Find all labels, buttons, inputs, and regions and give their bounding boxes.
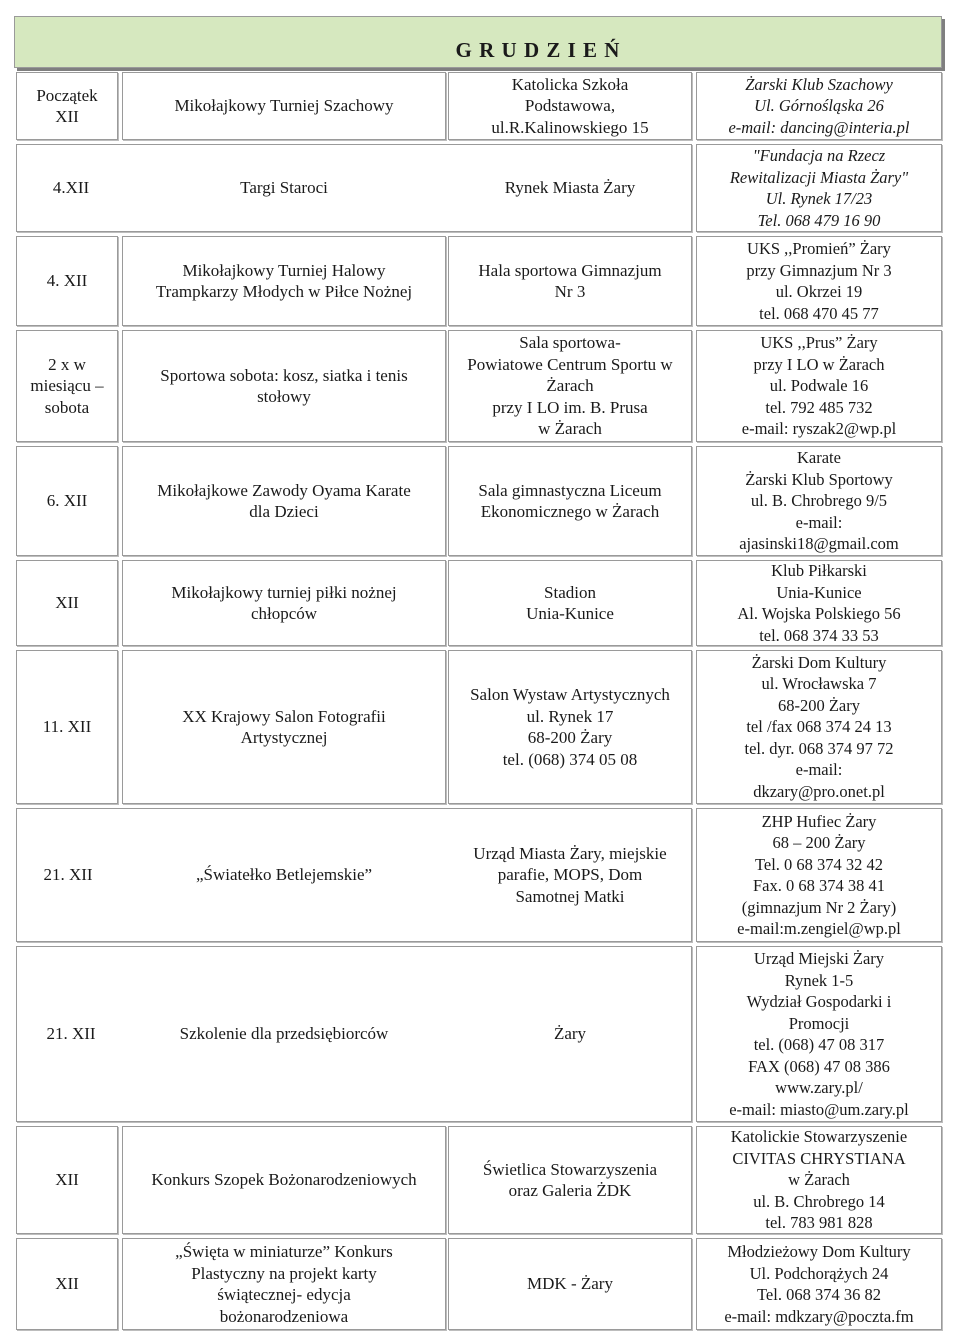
- event-organizer: UKS ,,Prus” Żary przy I LO w Żarach ul. Podwale 16 tel. 792 485 732 e-mail: ryszak2@wp.pl: [696, 330, 942, 442]
- event-organizer: Młodzieżowy Dom Kultury Ul. Podchorążych 24 Tel. 068 374 36 82 e-mail: mdkzary@poczta.fm: [696, 1238, 942, 1330]
- event-date: 21. XII: [43, 865, 93, 885]
- event-organizer: ZHP Hufiec Żary 68 – 200 Żary Tel. 0 68 374 32 42 Fax. 0 68 374 38 41 (gimnazjum Nr 2 Żary) e-mail:m.zengiel@wp.pl: [696, 808, 942, 942]
- event-name: Mikołajkowy Turniej Halowy Trampkarzy Młodych w Piłce Nożnej: [122, 236, 446, 326]
- event-name: Konkurs Szopek Bożonarodzeniowych: [122, 1126, 446, 1234]
- event-name: XX Krajowy Salon Fotografii Artystycznej: [122, 650, 446, 804]
- event-organizer: Żarski Klub Szachowy Ul. Górnośląska 26 e-mail: dancing@interia.pl: [696, 72, 942, 140]
- month-title: G R U D Z I E Ń: [455, 38, 621, 62]
- event-name: „Święta w miniaturze” Konkurs Plastyczny na projekt karty świątecznej- edycja bożonarodzeniowa: [122, 1238, 446, 1330]
- event-date: 4.XII: [52, 178, 90, 198]
- event-place: Stadion Unia-Kunice: [448, 560, 692, 646]
- event-place: MDK - Żary: [448, 1238, 692, 1330]
- event-place: Sala gimnastyczna Liceum Ekonomicznego w Żarach: [448, 446, 692, 556]
- event-organizer: Katolickie Stowarzyszenie CIVITAS CHRYSTIANA w Żarach ul. B. Chrobrego 14 tel. 783 981 828: [696, 1126, 942, 1234]
- event-organizer: Karate Żarski Klub Sportowy ul. B. Chrobrego 9/5 e-mail: ajasinski18@gmail.com: [696, 446, 942, 556]
- event-date: 2 x w miesiącu – sobota: [16, 330, 118, 442]
- event-organizer: UKS ,,Promień” Żary przy Gimnazjum Nr 3 ul. Okrzei 19 tel. 068 470 45 77: [696, 236, 942, 326]
- event-place: Urząd Miasta Żary, miejskie parafie, MOPS, Dom Samotnej Matki: [473, 843, 667, 906]
- event-date: 6. XII: [16, 446, 118, 556]
- event-organizer: Żarski Dom Kultury ul. Wrocławska 7 68-200 Żary tel /fax 068 374 24 13 tel. dyr. 068 374 97 72 e-mail: dkzary@pro.onet.pl: [696, 650, 942, 804]
- event-name: Mikołajkowy turniej piłki nożnej chłopców: [122, 560, 446, 646]
- event-place: Rynek Miasta Żary: [504, 178, 636, 198]
- month-header: [14, 16, 942, 68]
- event-place: Hala sportowa Gimnazjum Nr 3: [448, 236, 692, 326]
- event-date: XII: [16, 560, 118, 646]
- event-name: Mikołajkowe Zawody Oyama Karate dla Dzieci: [122, 446, 446, 556]
- event-date: 21. XII: [46, 1024, 96, 1044]
- event-place: Żary: [553, 1024, 587, 1044]
- event-place: Świetlica Stowarzyszenia oraz Galeria ŻDK: [448, 1126, 692, 1234]
- event-organizer: Urząd Miejski Żary Rynek 1-5 Wydział Gospodarki i Promocji tel. (068) 47 08 317 FAX (068) 47 08 386 www.zary.pl/ e-mail: miasto@um.zary.pl: [696, 946, 942, 1122]
- event-date: Początek XII: [16, 72, 118, 140]
- event-place: Sala sportowa- Powiatowe Centrum Sportu w Żarach przy I LO im. B. Prusa w Żarach: [448, 330, 692, 442]
- event-name: Targi Staroci: [240, 178, 328, 198]
- event-name: „Światełko Betlejemskie”: [195, 865, 373, 885]
- event-place: Salon Wystaw Artystycznych ul. Rynek 17 68-200 Żary tel. (068) 374 05 08: [448, 650, 692, 804]
- event-place: Katolicka Szkoła Podstawowa, ul.R.Kalinowskiego 15: [448, 72, 692, 140]
- event-name: Szkolenie dla przedsiębiorców: [179, 1024, 389, 1044]
- event-organizer: "Fundacja na Rzecz Rewitalizacji Miasta Żary" Ul. Rynek 17/23 Tel. 068 479 16 90: [696, 144, 942, 232]
- event-name: Sportowa sobota: kosz, siatka i tenis stołowy: [122, 330, 446, 442]
- event-date: XII: [16, 1126, 118, 1234]
- event-date: 4. XII: [16, 236, 118, 326]
- event-name: Mikołajkowy Turniej Szachowy: [122, 72, 446, 140]
- event-date: XII: [16, 1238, 118, 1330]
- event-date: 11. XII: [16, 650, 118, 804]
- event-organizer: Klub Piłkarski Unia-Kunice Al. Wojska Polskiego 56 tel. 068 374 33 53: [696, 560, 942, 646]
